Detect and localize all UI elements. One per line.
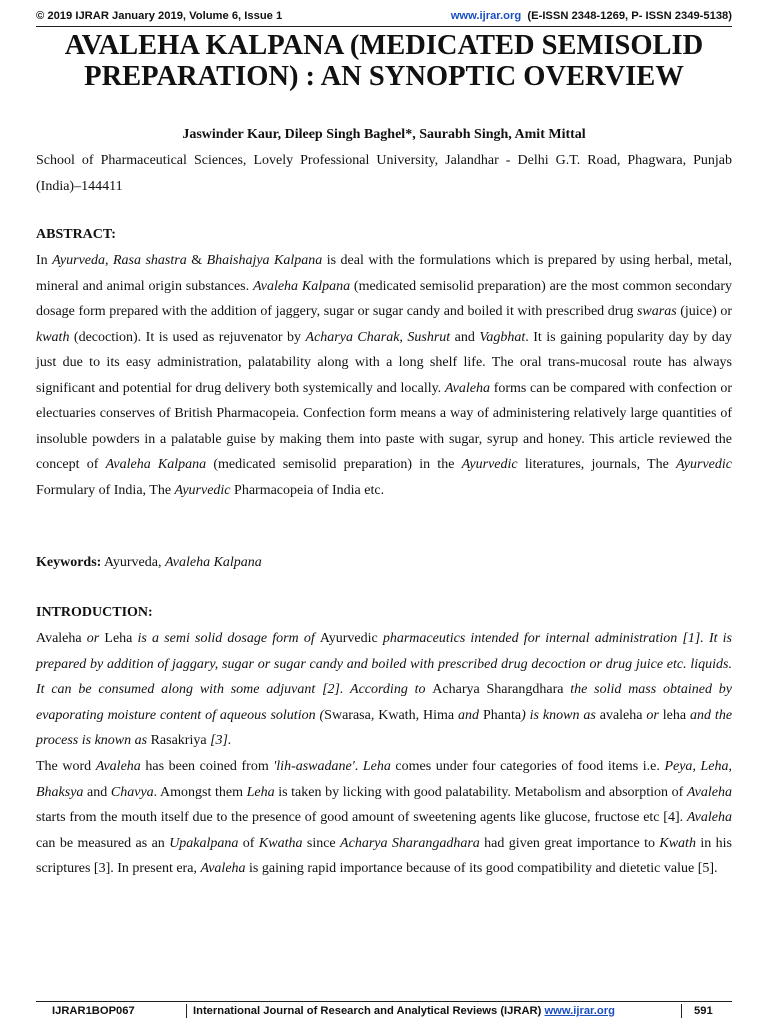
text-run: literatures, journals, The	[517, 457, 677, 472]
text-run: Phanta	[482, 707, 522, 723]
header-site-link[interactable]: www.ijrar.org	[450, 10, 522, 22]
text-run: Ayurvedic	[174, 482, 231, 498]
text-run: Bhaishajya Kalpana	[206, 253, 323, 268]
running-footer	[36, 1003, 732, 1019]
text-run: is gaining rapid importance because of its good compatibility and dietetic value [5].	[245, 861, 718, 876]
text-run: is taken by licking with good palatability. Metabolism and absorption of	[274, 784, 687, 800]
footer-divider	[36, 1001, 732, 1002]
text-run: Ayurveda	[52, 253, 106, 268]
abstract-text	[36, 248, 732, 503]
text-run: Avaleha	[444, 380, 490, 396]
keywords-italic: Avaleha Kalpana	[164, 555, 262, 570]
text-run: and	[83, 784, 111, 800]
text-run: ,	[415, 707, 423, 723]
text-run: Leha	[700, 759, 729, 774]
text-run: had given great importance to	[479, 835, 660, 851]
text-run: The word	[36, 759, 96, 774]
text-run: in his scriptures [3]. In present era,	[36, 835, 732, 876]
text-run: ,	[728, 759, 733, 774]
text-run: (medicated semisolid preparation) are the most common secondary dosage form prepared with the addition of jaggery, sugar or sugar candy and boiled it with prescribed drug	[36, 278, 733, 319]
text-run: Upakalpana	[169, 835, 239, 851]
text-run: can be measured as an	[36, 835, 170, 851]
text-run: . It is gaining popularity day by day just due to its easy administration, palatability along with a long shelf life. The oral trans-mucosal route has always significant and potential for drug delivery both systemically and locally.	[36, 329, 733, 396]
paper-title: AVALEHA KALPANA (MEDICATED SEMISOLID PREPARATION) : AN SYNOPTIC OVERVIEW	[64, 30, 704, 92]
author-list: Jaswinder Kaur, Dileep Singh Baghel*, Saurabh Singh, Amit Mittal	[182, 127, 586, 142]
text-run: or	[642, 707, 663, 723]
text-run: Avaleha Kalpana	[252, 278, 351, 294]
text-run: has been coined from	[140, 759, 274, 774]
text-run: Formulary of India, The	[36, 482, 175, 498]
header-divider	[36, 26, 732, 27]
text-run: (medicated semisolid preparation) in the	[206, 457, 462, 472]
text-run: Avaleha	[686, 810, 732, 825]
text-run: Acharya Charak, Sushrut	[305, 329, 451, 345]
text-run: is deal with the formulations which is prepared by using herbal, metal, mineral and animal origin substances.	[36, 253, 733, 294]
text-run: Kwatha	[258, 835, 303, 851]
text-run: ,	[692, 759, 701, 774]
text-run: and	[450, 329, 480, 345]
text-run: and the process is known as	[36, 707, 733, 748]
text-run: ,	[370, 707, 379, 723]
introduction-heading: INTRODUCTION:	[36, 605, 153, 620]
text-run: Leha	[362, 759, 391, 774]
text-run: Vagbhat	[479, 329, 526, 345]
text-run: kwath	[36, 329, 70, 345]
text-run: Ayurvedic	[461, 457, 518, 472]
text-run: of	[238, 835, 259, 851]
text-run: Rasakriya	[150, 733, 207, 748]
text-run: ) is known as	[521, 707, 600, 723]
header-issue-info: © 2019 IJRAR January 2019, Volume 6, Issue 1	[36, 10, 283, 22]
text-run: Leha	[246, 784, 275, 800]
footer-separator	[186, 1004, 187, 1018]
keywords-line	[36, 555, 262, 571]
text-run: Avaleha	[36, 631, 82, 646]
text-run: Leha	[104, 631, 133, 646]
text-run: the solid mass obtained by evaporating moisture content of aqueous solution (	[36, 682, 732, 723]
text-run: Rasa shastra	[113, 253, 187, 268]
text-run: Bhaksya	[36, 784, 84, 800]
introduction-paragraph-2	[36, 754, 732, 882]
footer-paper-code: IJRAR1BOP067	[52, 1005, 135, 1017]
footer-journal	[193, 1005, 675, 1017]
text-run: Avaleha	[95, 759, 141, 774]
author-affiliation: School of Pharmaceutical Sciences, Lovely Professional University, Jalandhar - Delhi G.T. Road, Phagwara, Punjab (India)–144411	[36, 153, 732, 194]
header-issn: (E-ISSN 2348-1269, P- ISSN 2349-5138)	[527, 10, 732, 22]
text-run: or	[81, 631, 105, 646]
text-run: Pharmacopeia of India etc.	[230, 482, 385, 498]
text-run: 'lih-aswadane'	[273, 759, 355, 774]
page-number: 591	[694, 1005, 713, 1017]
text-run: Chavya	[110, 784, 154, 800]
text-run: In	[36, 253, 53, 268]
header-site-issn	[451, 10, 732, 22]
introduction-paragraph-1	[36, 626, 732, 754]
text-run: &	[186, 253, 207, 268]
text-run: . Amongst them	[153, 784, 247, 800]
text-run: Ayurvedic	[676, 457, 732, 472]
text-run: forms can be compared with confection or electuaries conserves of British Pharmacopeia. Confection form means a way of administering relatively large quantities of insoluble powders in a palatable guise by making them into paste with sugar, syrup and honey. This article reviewed the concept of	[36, 380, 732, 472]
text-run: [3].	[206, 733, 232, 748]
text-run: Kwath	[378, 707, 416, 723]
text-run: starts from the mouth itself due to the presence of good amount of sweetening agents like glucose, fructose etc [4].	[36, 810, 687, 825]
text-run: avaleha	[599, 707, 643, 723]
keywords-plain: Ayurveda,	[101, 555, 165, 570]
text-run: pharmaceutics intended for internal administration [1]. It is prepared by addition of jaggary, sugar or sugar candy and boiled with prescribed drug decoction or drug juice etc. liquids. It can be consumed along with some adjuvant [2]. According to	[36, 631, 733, 697]
text-run: is a semi solid dosage form of	[132, 631, 320, 646]
footer-journal-link[interactable]: www.ijrar.org	[544, 1005, 615, 1017]
text-run: ,	[105, 253, 113, 268]
text-run: comes under four categories of food items i.e.	[390, 759, 665, 774]
keywords-label: Keywords:	[36, 555, 102, 570]
text-run: swaras	[636, 304, 677, 319]
text-run: (juice) or	[676, 304, 732, 319]
text-run: .	[354, 759, 363, 774]
text-run: Avaleha	[200, 861, 246, 876]
text-run: leha	[662, 707, 687, 723]
footer-journal-name: International Journal of Research and Analytical Reviews (IJRAR)	[193, 1005, 545, 1017]
text-run: since	[302, 835, 341, 851]
abstract-heading: ABSTRACT:	[36, 227, 116, 242]
text-run: (decoction). It is used as rejuvenator by	[69, 329, 306, 345]
text-run: Acharya Sharangadhara	[340, 835, 480, 851]
text-run: Hima	[423, 707, 455, 723]
text-run: and	[454, 707, 483, 723]
footer-separator-2	[681, 1004, 682, 1018]
running-header	[36, 6, 732, 26]
text-run: Avaleha Kalpana	[105, 457, 207, 472]
text-run: Kwath	[659, 835, 696, 851]
text-run: Acharya Sharangdhara	[432, 682, 564, 697]
text-run: Ayurvedic	[319, 631, 378, 646]
text-run: Peya	[664, 759, 693, 774]
text-run: Swarasa	[324, 707, 371, 723]
text-run: Avaleha	[686, 784, 732, 800]
